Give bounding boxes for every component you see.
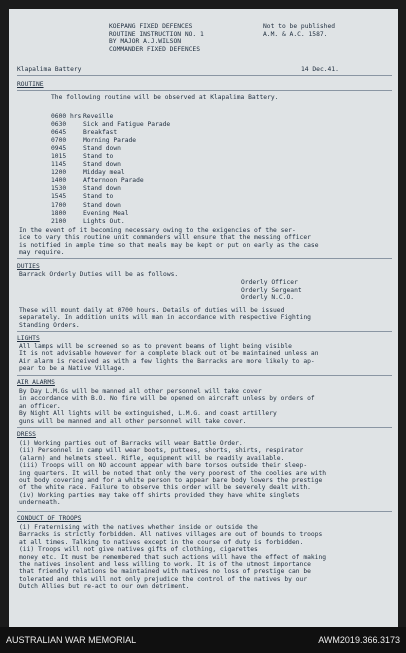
lights-paragraph [19,343,389,373]
schedule-event: Midday meal [83,169,125,177]
routine-schedule [51,113,170,226]
text-line: guns will be manned and all other personnel will take cover. [19,417,247,425]
schedule-time: 2100 [51,217,67,225]
schedule-event: Stand to [83,153,114,161]
schedule-event: Morning Parade [83,137,137,145]
schedule-event: Stand down [83,161,121,169]
schedule-time: 0630 [51,121,67,129]
text-line: (ii) Personnel in camp will wear boots, puttees, shorts, shirts, respirator [19,447,304,455]
schedule-time: 1530 [51,185,67,193]
routine-paragraph [19,227,389,257]
header-line: ROUTINE INSTRUCTION NO. 1 [109,30,204,38]
schedule-time: 0645 [51,129,67,137]
schedule-row [51,210,170,218]
schedule-time: 1200 [51,169,67,177]
text-line: (i) Working parties out of Barracks will wear Battle Order. [19,440,243,447]
note-line: Not to be published [263,23,336,30]
schedule-row [51,121,170,129]
dress-paragraph [19,440,389,507]
schedule-event: Afternoon Parade [83,177,144,185]
text-line: It is not advisable however for a complete black out ot be maintained unless an [19,350,319,358]
footer-accession-number: AWM2019.366.3173 [318,635,400,645]
text-line: Dutch Allies but re-act to our own detriment. [19,583,190,591]
schedule-event: Lights Out. [83,217,125,225]
text-line: underneath. [19,499,61,507]
duties-paragraph [19,307,389,329]
text-line: in accordance with B.O. No fire will be opened on aircraft unless by orders of [19,395,315,403]
schedule-event: Reveille [83,113,114,120]
text-line: These will mount daily at 0700 hours. Details of duties will be issued [19,307,285,314]
schedule-row [51,202,170,210]
document-date: 14 Dec.41. [301,66,339,73]
schedule-time: 1015 [51,153,67,161]
schedule-event: Stand down [83,185,121,193]
header-line: KOEPANG FIXED DEFENCES [109,23,193,30]
divider [17,90,392,91]
text-line: ice to vary this routine unit commanders will ensure that the messing officer [19,234,311,242]
text-line: money etc. It must be remembered that such actions will have the effect of making [19,553,327,561]
divider [17,258,392,259]
text-line: out body covering and for a white person to appear bare body lowers the prestige [19,477,323,485]
text-line: at all times. Talking to natives except in the course of duty is forbidden. [19,538,304,546]
schedule-row [51,185,170,193]
section-heading-air-alarms: AIR ALARMS [17,379,55,386]
duty-item: Orderly Sergeant [241,286,302,294]
routine-intro: The following routine will be observed at Klapalima Battery. [51,94,279,101]
text-line: (i) Fraternising with the natives whether inside or outside the [19,524,258,531]
schedule-row [51,193,170,201]
section-heading-routine: ROUTINE [17,81,44,88]
text-line: (ii) Troops will not give natives gifts of clothing, cigarettes [19,546,258,554]
divider [17,511,392,512]
header-line: BY MAJOR A.J.WILSON [109,38,182,46]
text-line: In the event of it becoming necessary owing to the exigencies of the ser- [19,227,296,234]
text-line: pear to be a Native Village. [19,365,126,373]
text-line: Barracks is strictly forbidden. All natives villages are out of bounds to troops [19,531,323,539]
schedule-event: Evening Meal [83,209,129,217]
text-line: separately. In addition units will man in accordance with respective Fighting [19,314,311,322]
publication-note [263,23,335,38]
place-name: Klapalima Battery [17,66,82,73]
text-line: (iv) Working parties may take off shirts provided they have white singlets [19,491,300,499]
archive-footer [0,627,406,653]
divider [17,427,392,428]
schedule-time: 0700 [51,137,67,145]
schedule-event: Breakfast [83,129,118,137]
schedule-time: 1700 [51,201,67,209]
schedule-row [51,129,170,137]
note-line: A.M. & A.C. 1587. [263,30,328,38]
text-line: All lamps will be screened so as to prevent beams of light being visible [19,343,292,350]
text-line: ing quarters. It will be noted that only the very poorest of the coolies are with [19,469,327,477]
divider [17,375,392,376]
section-heading-conduct: CONDUCT OF TROOPS [17,515,82,522]
section-heading-duties: DUTIES [17,263,40,270]
header-line: COMMANDER FIXED DEFENCES [109,45,200,53]
text-line: (iii) Troops will on NO account appear with bare torsos outside their sleep- [19,462,308,470]
duty-item: Orderly N.C.O. [241,294,295,301]
text-line: that friendly relations be maintained with natives no loss of prestige can be [19,568,311,576]
schedule-time: 1800 [51,209,67,217]
schedule-event: Stand down [83,145,121,153]
schedule-row [51,153,170,161]
duties-intro: Barrack Orderly Duties will be as follows. [19,271,179,278]
schedule-row [51,145,170,153]
text-line: tolerated and this will not only prejudice the control of the natives by our [19,575,308,583]
schedule-row [51,113,170,121]
schedule-time: 0945 [51,145,67,153]
text-line: By Night All lights will be extinguished, L.M.G. and coast artillery [19,410,277,418]
schedule-time: 1400 [51,177,67,185]
text-line: of the white race. Failure to observe this order will be severely dealt with. [19,484,311,492]
text-line: may require. [19,249,65,257]
air-alarms-paragraph [19,388,389,425]
text-line: the natives insolent and less willing to work. It is of the utmost importance [19,561,311,569]
text-line: is notified in ample time so that meals may be kept or put on early as the case [19,241,319,249]
conduct-paragraph [19,524,389,591]
divider [17,331,392,332]
section-heading-lights: LIGHTS [17,335,40,342]
schedule-event: Stand down [83,201,121,209]
schedule-row [51,218,170,226]
schedule-event: Stand to [83,193,114,201]
document-header [109,23,204,53]
schedule-time: 1545 [51,193,67,201]
schedule-time: 1145 [51,161,67,169]
schedule-row [51,137,170,145]
text-line: Standing Orders. [19,321,80,329]
schedule-time: 0600 hrs [51,113,82,120]
schedule-row [51,169,170,177]
duty-item: Orderly Officer [241,279,298,286]
schedule-row [51,161,170,169]
text-line: By Day L.M.Gs will be manned all other personnel will take cover [19,388,262,395]
document-page [9,9,398,627]
text-line: an officer. [19,402,61,410]
text-line: Air alarm is received as with a few lights the Barracks are more likely to ap- [19,357,315,365]
footer-institution: AUSTRALIAN WAR MEMORIAL [6,635,137,645]
schedule-event: Sick and Fatigue Parade [83,121,171,129]
text-line: (alarm) and helmets steel. Rifle, equipment will be readily available. [19,454,285,462]
divider [17,75,392,76]
section-heading-dress: DRESS [17,431,36,438]
schedule-row [51,177,170,185]
